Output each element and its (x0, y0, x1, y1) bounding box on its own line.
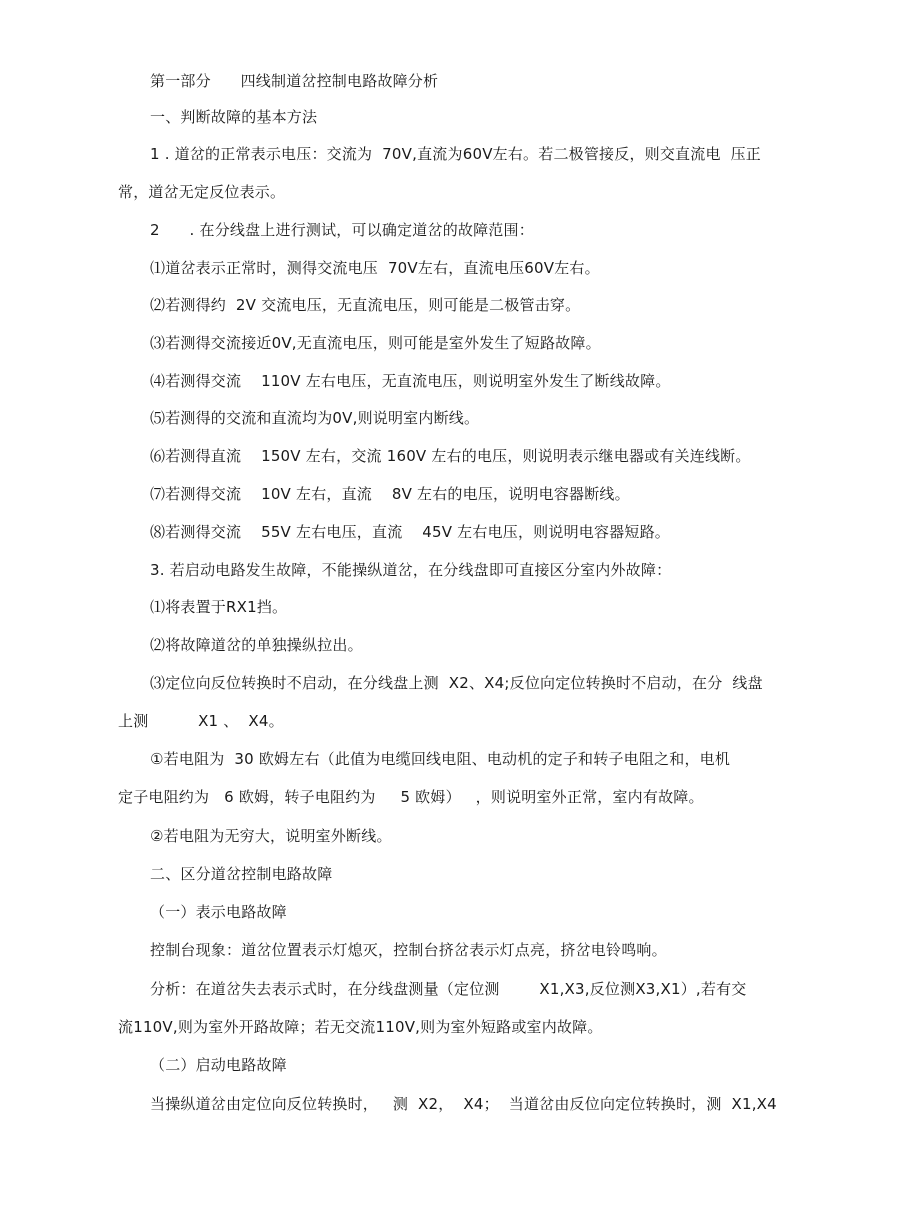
paragraph-line: 控制台现象：道岔位置表示灯熄灭，控制台挤岔表示灯点亮，挤岔电铃鸣响。 (150, 941, 667, 959)
list-item: ⑹若测得直流 150V 左右，交流 160V 左右的电压，则说明表示继电器或有关连线断。 (150, 447, 751, 465)
list-item: ⑵将故障道岔的单独操纵拉出。 (150, 636, 363, 654)
list-item: ⑵若测得约 2V 交流电压，无直流电压，则可能是二极管击穿。 (150, 296, 581, 314)
paragraph-line: 2 . 在分线盘上进行测试，可以确定道岔的故障范围： (150, 221, 534, 239)
list-item: 上测 X1 、 X4。 (118, 712, 284, 730)
sub-item: ①若电阻为 30 欧姆左右（此值为电缆回线电阻、电动机的定子和转子电阻之和，电机 (150, 750, 731, 768)
subsection-heading: （一）表示电路故障 (150, 903, 287, 921)
list-item: ⑶定位向反位转换时不启动，在分线盘上测 X2、X4;反位向定位转换时不启动，在分 线盘 (150, 674, 763, 692)
list-item: ⑺若测得交流 10V 左右，直流 8V 左右的电压，说明电容器断线。 (150, 485, 630, 503)
paragraph-line: 常，道岔无定反位表示。 (118, 183, 286, 201)
paragraph-line: 流110V,则为室外开路故障；若无交流110V,则为室外短路或室内故障。 (118, 1018, 603, 1036)
list-item: ⑴道岔表示正常时，测得交流电压 70V左右，直流电压60V左右。 (150, 259, 600, 277)
subsection-heading: （二）启动电路故障 (150, 1056, 287, 1074)
paragraph-line: 分析：在道岔失去表示式时，在分线盘测量（定位测 X1,X3,反位测X3,X1）,若有交 (150, 980, 747, 998)
list-item: ⑻若测得交流 55V 左右电压，直流 45V 左右电压，则说明电容器短路。 (150, 523, 670, 541)
section-heading: 二、区分道岔控制电路故障 (150, 865, 333, 883)
list-item: ⑸若测得的交流和直流均为0V,则说明室内断线。 (150, 409, 480, 427)
paragraph-line: 3. 若启动电路发生故障，不能操纵道岔，在分线盘即可直接区分室内外故障： (150, 561, 672, 579)
paragraph-line: 1 . 道岔的正常表示电压：交流为 70V,直流为60V左右。若二极管接反，则交直流电 压正 (150, 145, 761, 163)
paragraph-line: 当操纵道岔由定位向反位转换时， 测 X2， X4； 当道岔由反位向定位转换时，测 X1,X4 (150, 1095, 777, 1113)
list-item: ⑷若测得交流 110V 左右电压，无直流电压，则说明室外发生了断线故障。 (150, 372, 671, 390)
part-heading: 第一部分 四线制道岔控制电路故障分析 (150, 72, 439, 90)
list-item: ⑶若测得交流接近0V,无直流电压，则可能是室外发生了短路故障。 (150, 334, 601, 352)
sub-item: ②若电阻为无穷大，说明室外断线。 (150, 827, 392, 845)
sub-item: 定子电阻约为 6 欧姆，转子电阻约为 5 欧姆） ，则说明室外正常，室内有故障。 (118, 788, 704, 806)
list-item: ⑴将表置于RX1挡。 (150, 598, 288, 616)
section-heading: 一、判断故障的基本方法 (150, 108, 318, 126)
